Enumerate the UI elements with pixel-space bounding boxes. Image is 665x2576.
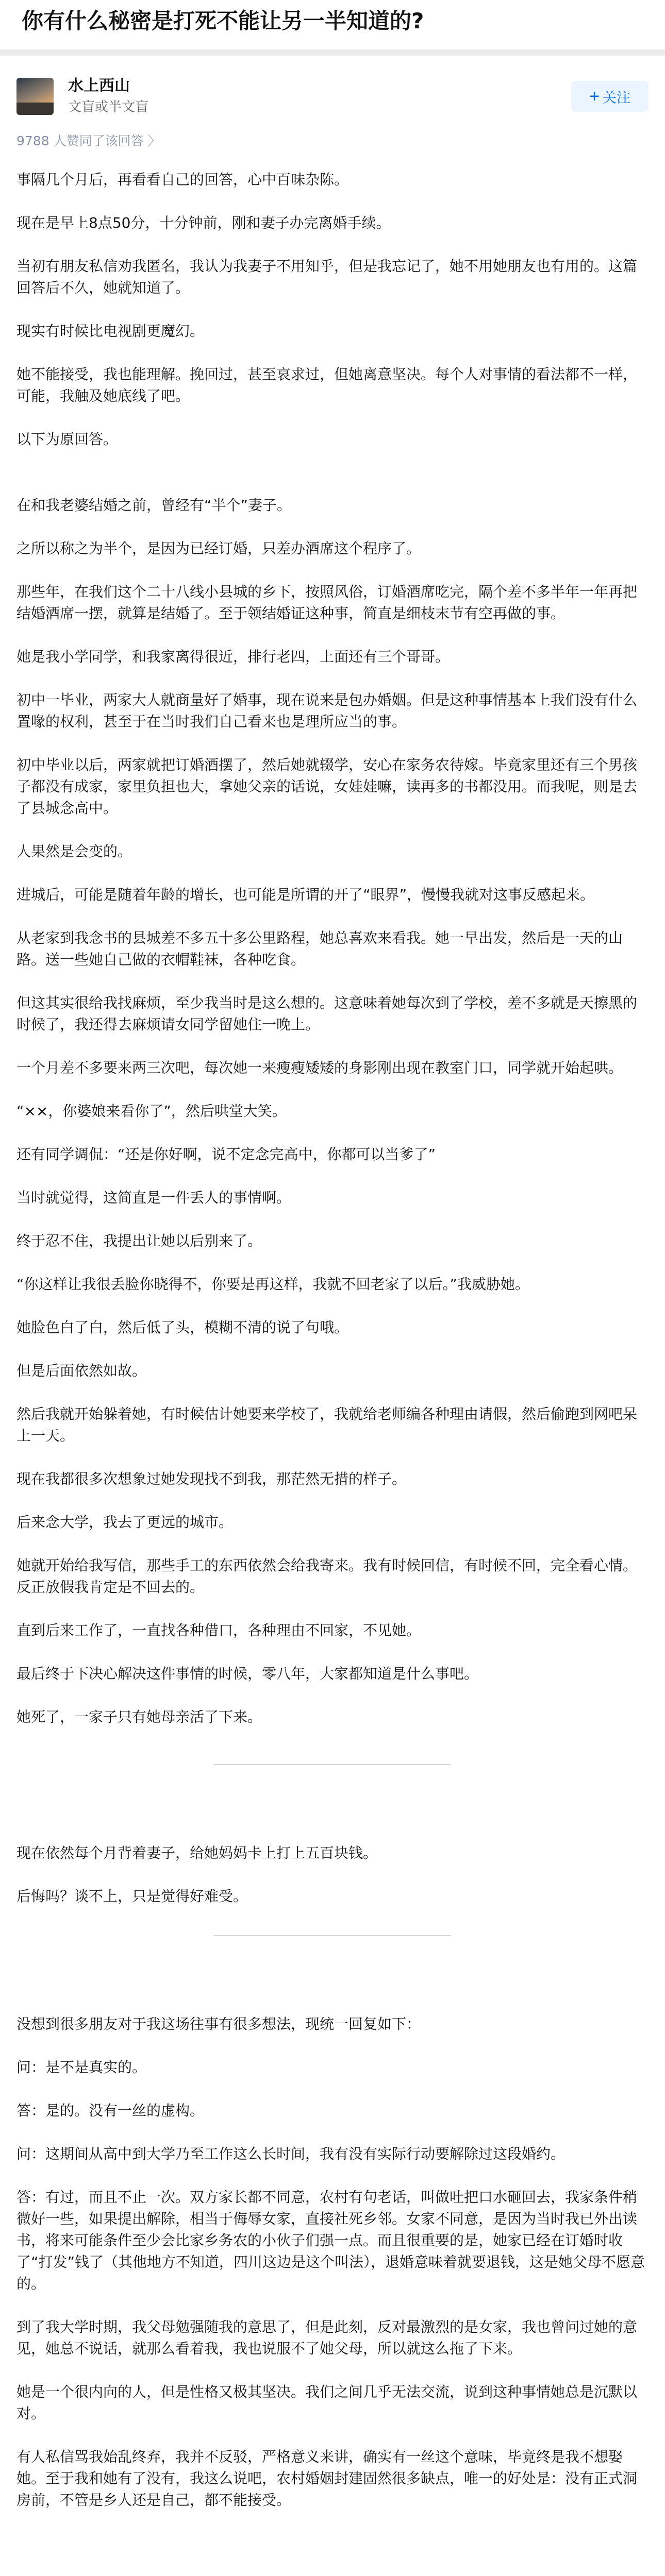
paragraph: 她是我小学同学，和我家离得很近，排行老四，上面还有三个哥哥。 bbox=[16, 648, 450, 665]
answer-card bbox=[0, 56, 665, 2576]
paragraph: 到了我大学时期，我父母勉强随我的意思了，但是此刻，反对最激烈的是女家，我也曾问过她的意见，她总不说话，就那么看着我，我也说服不了她父母，所以就这么拖了下来。 bbox=[16, 2318, 638, 2357]
paragraph: 但是后面依然如故。 bbox=[16, 1362, 147, 1379]
chevron-right-icon: 〉 bbox=[147, 133, 161, 148]
paragraph: 她不能接受，我也能理解。挽回过，甚至哀求过，但她离意坚决。每个人对事情的看法都不一样，可能，我触及她底线了吧。 bbox=[16, 366, 638, 404]
paragraph: 但这其实很给我找麻烦，至少我当时是这么想的。这意味着她每次到了学校，差不多就是天擦黑的时候了，我还得去麻烦请女同学留她住一晚上。 bbox=[16, 994, 638, 1033]
paragraph: 一个月差不多要来两三次吧，每次她一来瘦瘦矮矮的身影刚出现在教室门口，同学就开始起哄。 bbox=[16, 1059, 623, 1076]
plus-icon: + bbox=[589, 87, 600, 106]
paragraph: 她是一个很内向的人，但是性格又极其坚决。我们之间几乎无法交流，说到这种事情她总是沉默以对。 bbox=[16, 2383, 638, 2422]
paragraph: 现在我都很多次想象过她发现找不到我，那茫然无措的样子。 bbox=[16, 1470, 407, 1487]
paragraph: 进城后，可能是随着年龄的增长，也可能是所谓的开了“眼界”，慢慢我就对这事反感起来。 bbox=[16, 886, 595, 903]
paragraph: 从老家到我念书的县城差不多五十多公里路程，她总喜欢来看我。她一早出发，然后是一天的山路。送一些她自己做的衣帽鞋袜，各种吃食。 bbox=[16, 929, 623, 968]
paragraph: 初中一毕业，两家大人就商量好了婚事，现在说来是包办婚姻。但是这种事情基本上我们没有什么置喙的权利，甚至于在当时我们自己看来也是理所应当的事。 bbox=[16, 691, 638, 730]
paragraph: 最后终于下决心解决这件事情的时候，零八年，大家都知道是什么事吧。 bbox=[16, 1665, 479, 1682]
follow-button[interactable] bbox=[571, 81, 649, 112]
paragraph: 以下为原回答。 bbox=[16, 431, 118, 448]
author-bio: 文盲或半文盲 bbox=[68, 99, 149, 115]
paragraph: 她脸色白了白，然后低了头，模糊不清的说了句哦。 bbox=[16, 1319, 349, 1336]
paragraph: 答：是的。没有一丝的虚构。 bbox=[16, 2102, 205, 2119]
author-info bbox=[68, 76, 571, 117]
paragraph: 问：这期间从高中到大学乃至工作这么长时间，我有没有实际行动要解除过这段婚约。 bbox=[16, 2145, 566, 2162]
answer-content bbox=[16, 169, 649, 2511]
section-divider bbox=[214, 1935, 451, 1936]
paragraph: 没想到很多朋友对于我这场往事有很多想法，现统一回复如下： bbox=[16, 2015, 421, 2032]
paragraph: 当初有朋友私信劝我匿名，我认为我妻子不用知乎，但是我忘记了，她不用她朋友也有用的。这篇回答后不久，她就知道了。 bbox=[16, 258, 638, 296]
paragraph: 当时就觉得，这简直是一件丢人的事情啊。 bbox=[16, 1189, 291, 1206]
question-header bbox=[0, 0, 665, 49]
spacer bbox=[16, 472, 649, 495]
paragraph: 人果然是会变的。 bbox=[16, 843, 132, 860]
paragraph: 现实有时候比电视剧更魔幻。 bbox=[16, 323, 205, 340]
paragraph: 答：有过，而且不止一次。双方家长都不同意，农村有句老话，叫做吐把口水砸回去，我家条件稍微好一些，如果提出解除，相当于侮辱女家，直接社死乡邻。女家不同意，是因为当时我已外出读书，将来可能条件至少会比家乡务农的小伙子们强一点。而且很重要的是，她家已经在订婚时收了“打发”钱了（其他地方不知道，四川这边是这个叫法），退婚意味着就要退钱，这是她父母不愿意的。 bbox=[16, 2189, 645, 2292]
paragraph: 后来念大学，我去了更远的城市。 bbox=[16, 1514, 234, 1531]
paragraph: 她就开始给我写信，那些手工的东西依然会给我寄来。我有时候回信，有时候不回，完全看心情。反正放假我肯定是不回去的。 bbox=[16, 1557, 638, 1596]
paragraph: 初中毕业以后，两家就把订婚酒摆了，然后她就辍学，安心在家务农待嫁。毕竟家里还有三个男孩子都没有成家，家里负担也大，拿她父亲的话说，女娃娃嘛，读再多的书都没用。而我呢，则是去了县城念高中。 bbox=[16, 756, 638, 817]
paragraph: 她死了，一家子只有她母亲活了下来。 bbox=[16, 1708, 262, 1725]
paragraph: 事隔几个月后，再看看自己的回答，心中百味杂陈。 bbox=[16, 171, 349, 188]
paragraph: 之所以称之为半个，是因为已经订婚，只差办酒席这个程序了。 bbox=[16, 540, 421, 557]
avatar[interactable] bbox=[16, 78, 54, 115]
paragraph: 终于忍不住，我提出让她以后别来了。 bbox=[16, 1232, 262, 1249]
paragraph: “你这样让我很丢脸你晓得不，你要是再这样，我就不回老家了以后。”我威胁她。 bbox=[16, 1276, 530, 1293]
paragraph: 在和我老婆结婚之前，曾经有“半个”妻子。 bbox=[16, 497, 292, 514]
paragraph: 那些年，在我们这个二十八线小县城的乡下，按照风俗，订婚酒席吃完，隔个差不多半年一年再把结婚酒席一摆，就算是结婚了。至于领结婚证这种事，简直是细枝末节有空再做的事。 bbox=[16, 583, 638, 622]
paragraph: 现在依然每个月背着妻子，给她妈妈卡上打上五百块钱。 bbox=[16, 1844, 378, 1861]
votes-link[interactable] bbox=[16, 132, 649, 150]
question-title[interactable]: 你有什么秘密是打死不能让另一半知道的? bbox=[22, 8, 424, 33]
follow-label: 关注 bbox=[602, 90, 630, 106]
author-name[interactable]: 水上西山 bbox=[68, 77, 130, 95]
author-row bbox=[16, 73, 649, 120]
paragraph: 直到后来工作了，一直找各种借口，各种理由不回家，不见她。 bbox=[16, 1622, 421, 1639]
paragraph: 有人私信骂我始乱终弃，我并不反驳，严格意义来讲，确实有一丝这个意味，毕竟终是我不想娶她。至于我和她有了没有，我这么说吧，农村婚姻封建固然很多缺点，唯一的好处是：没有正式洞房前，不管是乡人还是自己，都不能接受。 bbox=[16, 2448, 638, 2509]
paragraph: 现在是早上8点50分，十分钟前，刚和妻子办完离婚手续。 bbox=[16, 214, 391, 231]
paragraph: 问：是不是真实的。 bbox=[16, 2059, 147, 2076]
paragraph: 后悔吗？谈不上，只是觉得好难受。 bbox=[16, 1888, 248, 1905]
paragraph: 还有同学调侃：“还是你好啊，说不定念完高中，你都可以当爹了” bbox=[16, 1146, 436, 1163]
paragraph: 然后我就开始躲着她，有时候估计她要来学校了，我就给老师编各种理由请假，然后偷跑到网吧呆上一天。 bbox=[16, 1405, 638, 1444]
votes-text: 9788 人赞同了该回答 bbox=[16, 133, 144, 148]
section-divider bbox=[214, 1764, 451, 1765]
paragraph: “××，你婆娘来看你了”，然后哄堂大笑。 bbox=[16, 1103, 287, 1120]
